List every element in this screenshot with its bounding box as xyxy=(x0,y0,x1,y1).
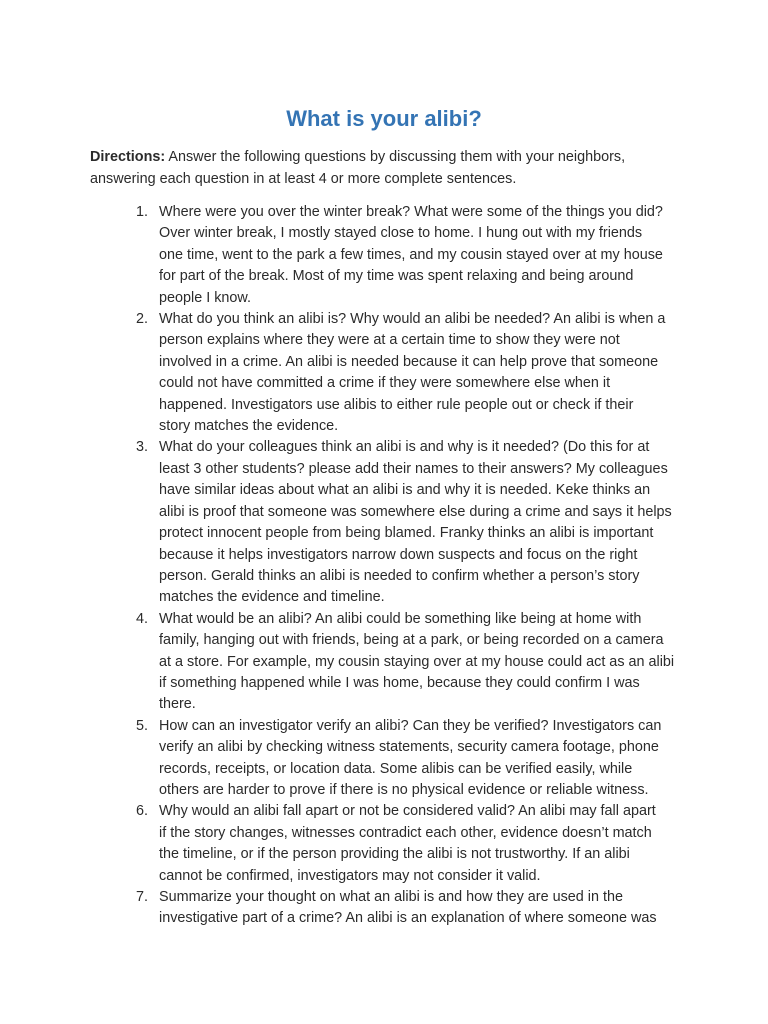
question-line: person. Gerald thinks an alibi is needed to confirm whether a person’s story xyxy=(159,567,640,584)
questions-list xyxy=(90,202,710,930)
question-text xyxy=(159,716,710,802)
question-line: if the story changes, witnesses contradict each other, evidence doesn’t match xyxy=(159,824,652,841)
directions-line-2: answering each question in at least 4 or more complete sentences. xyxy=(90,170,517,187)
question-item xyxy=(90,801,710,887)
question-line: records, receipts, or location data. Some alibis can be verified easily, while xyxy=(159,760,633,777)
question-line: least 3 other students? please add their names to their answers? My colleagues xyxy=(159,460,668,477)
question-text xyxy=(159,437,710,608)
question-number: 3. xyxy=(136,439,149,456)
question-line: involved in a crime. An alibi is needed because it can help prove that someone xyxy=(159,353,659,370)
question-number: 2. xyxy=(136,311,149,328)
question-line: at a store. For example, my cousin staying over at my house could act as an alibi xyxy=(159,653,675,670)
question-line: protect innocent people from being blamed. Franky thinks an alibi is important xyxy=(159,525,654,542)
question-line: Summarize your thought on what an alibi is and how they are used in the xyxy=(159,889,623,905)
question-line: What do your colleagues think an alibi is and why is it needed? (Do this for at xyxy=(159,439,650,456)
question-line: one time, went to the park a few times, and my cousin stayed over at my house xyxy=(159,246,663,263)
question-line: have similar ideas about what an alibi is and why it is needed. Keke thinks an xyxy=(159,482,651,499)
question-line: person explains where they were at a certain time to show they were not xyxy=(159,332,620,349)
question-number: 6. xyxy=(136,803,149,820)
question-item xyxy=(90,716,710,802)
directions-text-1: Answer the following questions by discussing them with your neighbors, xyxy=(165,149,626,165)
question-line: cannot be confirmed, investigators may not consider it valid. xyxy=(159,867,541,884)
question-line: because it helps investigators narrow down suspects and focus on the right xyxy=(159,546,638,563)
question-text xyxy=(159,309,710,437)
question-item xyxy=(90,437,710,608)
question-line: happened. Investigators use alibis to either rule people out or check if their xyxy=(159,396,634,413)
question-line: people I know. xyxy=(159,289,252,306)
question-line: for part of the break. Most of my time was spent relaxing and being around xyxy=(159,268,634,285)
question-line: story matches the evidence. xyxy=(159,418,339,435)
question-number: 7. xyxy=(136,889,149,905)
question-line: How can an investigator verify an alibi? Can they be verified? Investigators can xyxy=(159,717,662,734)
directions-line-1 xyxy=(90,147,690,169)
question-item xyxy=(90,609,710,716)
question-line: verify an alibi by checking witness statements, security camera footage, phone xyxy=(159,739,659,756)
directions-paragraph xyxy=(90,147,690,190)
question-item xyxy=(90,887,710,930)
question-text xyxy=(159,202,710,309)
question-line: Why would an alibi fall apart or not be considered valid? An alibi may fall apart xyxy=(159,803,656,820)
question-line: What would be an alibi? An alibi could be something like being at home with xyxy=(159,610,642,627)
directions-label: Directions: xyxy=(90,149,166,165)
question-line: Where were you over the winter break? What were some of the things you did? xyxy=(159,204,663,220)
question-line: others are harder to prove if there is no physical evidence or reliable witness. xyxy=(159,781,649,798)
question-number: 4. xyxy=(136,610,149,627)
question-text xyxy=(159,887,710,930)
question-line: Over winter break, I mostly stayed close to home. I hung out with my friends xyxy=(159,225,643,242)
question-line: What do you think an alibi is? Why would an alibi be needed? An alibi is when a xyxy=(159,311,666,328)
question-text xyxy=(159,801,710,887)
question-item xyxy=(90,309,710,437)
question-line: matches the evidence and timeline. xyxy=(159,589,385,606)
question-line: investigative part of a crime? An alibi is an explanation of where someone was xyxy=(159,910,657,927)
question-line: there. xyxy=(159,696,196,713)
page-title: What is your alibi? xyxy=(286,106,482,131)
question-line: could not have committed a crime if they were somewhere else when it xyxy=(159,375,611,392)
question-number: 5. xyxy=(136,717,149,734)
question-item xyxy=(90,202,710,309)
question-line: if something happened while I was home, because they could confirm I was xyxy=(159,674,640,691)
question-line: the timeline, or if the person providing the alibi is not trustworthy. If an alibi xyxy=(159,846,630,863)
question-line: family, hanging out with friends, being at a park, or being recorded on a camera xyxy=(159,632,664,649)
question-text xyxy=(159,609,710,716)
question-line: alibi is proof that someone was somewhere else during a crime and says it helps xyxy=(159,503,672,520)
question-number: 1. xyxy=(136,204,149,220)
